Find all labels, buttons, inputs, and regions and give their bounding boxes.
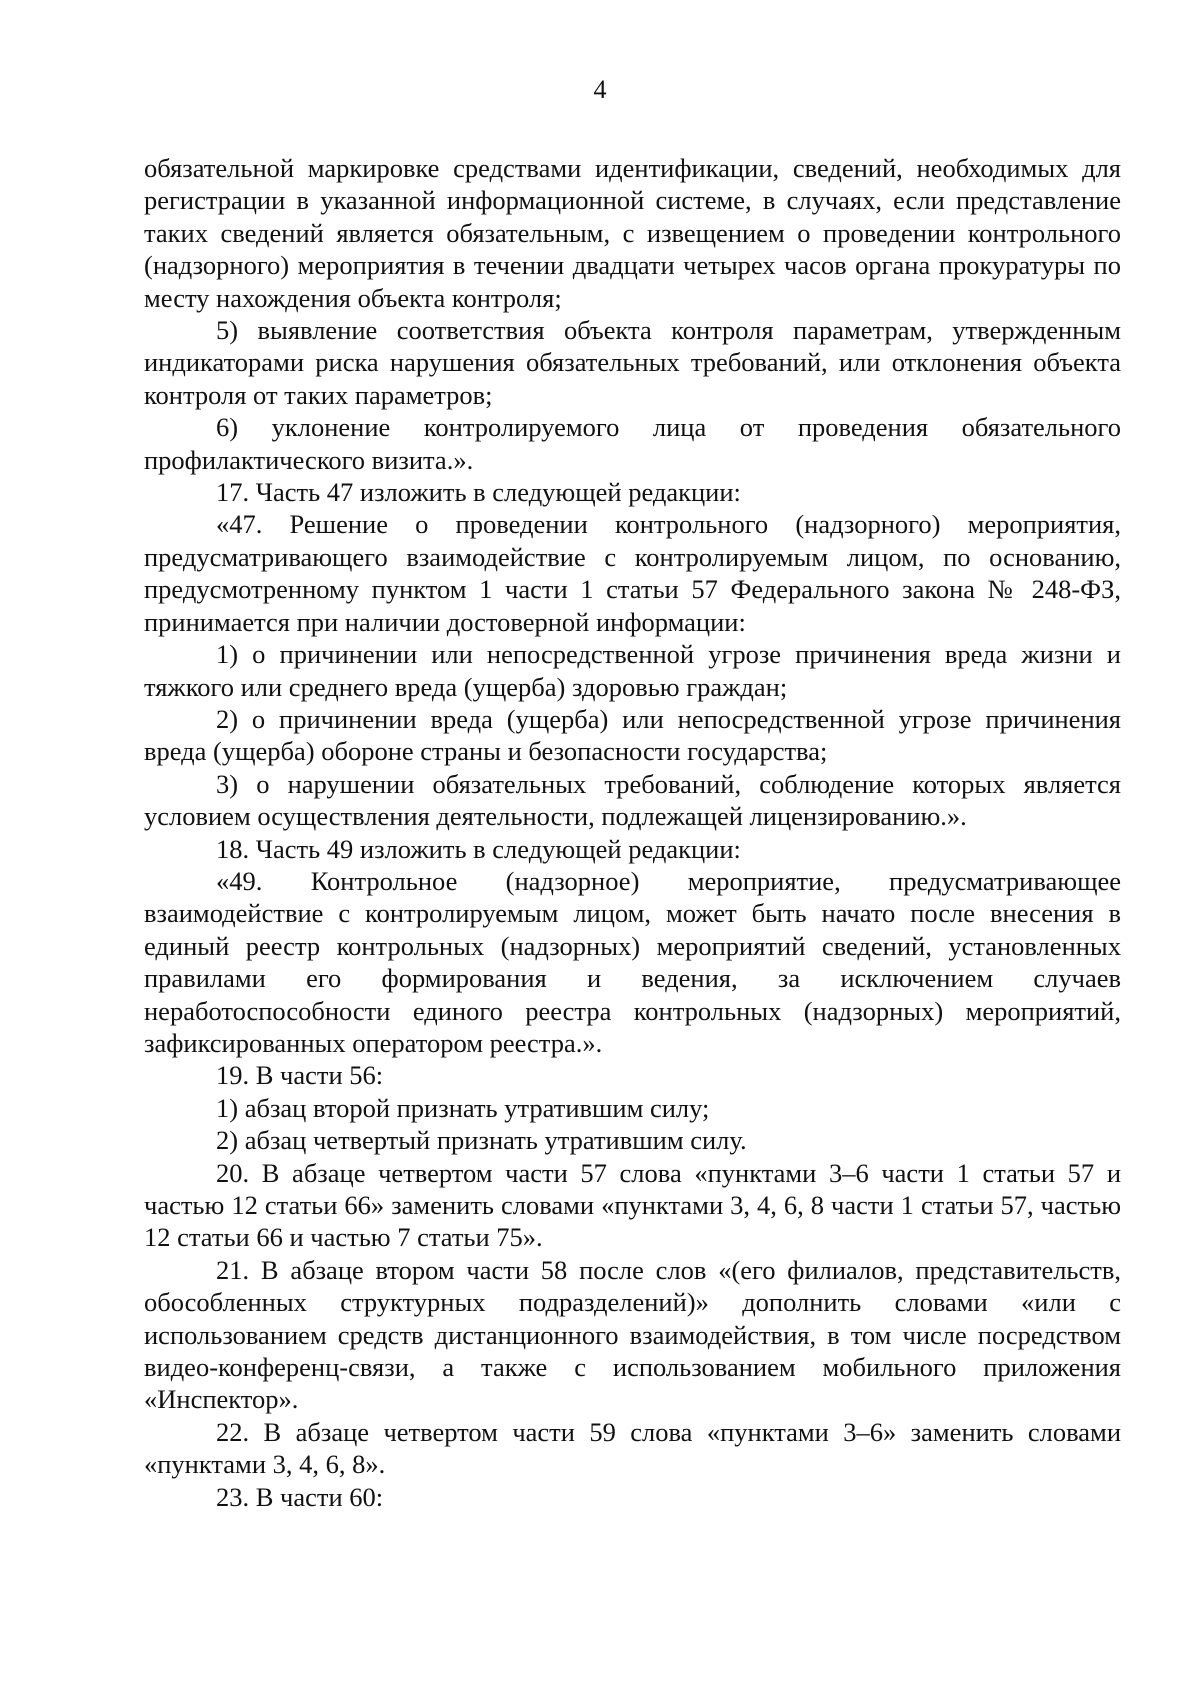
paragraph: 2) о причинении вреда (ущерба) или непосредственной угрозе причинения вреда (ущерба) обороне страны и безопасности государства; [144,703,1121,767]
paragraph: 23. В части 60: [216,1481,384,1512]
paragraph: 17. Часть 47 изложить в следующей редакции: [216,477,741,508]
paragraph: обязательной маркировке средствами идентификации, сведений, необходимых для регистрации в указанной информационной системе, в случаях, если представление таких сведений является обязательным, с извещением о проведении контрольного (надзорного) мероприятия в течении двадцати четырех часов органа прокуратуры по месту нахождения объекта контроля; [144,153,1121,313]
page-number: 4 [593,75,607,104]
paragraph: 6) уклонение контролируемого лица от проведения обязательного профилактического визита.». [144,412,1121,475]
paragraph: 2) абзац четвертый признать утратившим силу. [216,1125,747,1156]
paragraph: 18. Часть 49 изложить в следующей редакции: [216,833,741,864]
paragraph: 22. В абзаце четвертом части 59 слова «пунктами 3–6» заменить словами «пунктами 3, 4, 6, 8». [144,1416,1121,1480]
paragraph: «47. Решение о проведении контрольного (надзорного) мероприятия, предусматривающего взаимодействие с контролируемым лицом, по основанию, предусмотренному пунктом 1 части 1 статьи 57 Федерального закона № 248-ФЗ, принимается при наличии достоверной информации: [144,509,1121,637]
paragraph: «49. Контрольное (надзорное) мероприятие, предусматривающее взаимодействие с контролируемым лицом, может быть начато после внесения в единый реестр контрольных (надзорных) мероприятий сведений, установленных правилами его формирования и ведения, за исключением случаев неработоспособности единого реестра контрольных (надзорных) мероприятий, зафиксированных оператором реестра.». [144,865,1121,1058]
paragraph: 5) выявление соответствия объекта контроля параметрам, утвержденным индикаторами риска нарушения обязательных требований, или отклонения объекта контроля от таких параметров; [144,315,1121,410]
document-body [144,152,1121,1513]
paragraph: 3) о нарушении обязательных требований, соблюдение которых является условием осуществления деятельности, подлежащей лицензированию.». [144,768,1121,832]
paragraph: 1) абзац второй признать утратившим силу; [216,1092,710,1123]
paragraph: 1) о причинении или непосредственной угрозе причинения вреда жизни и тяжкого или среднего вреда (ущерба) здоровью граждан; [144,639,1121,702]
paragraph: 19. В части 56: [216,1060,384,1091]
paragraph: 20. В абзаце четвертом части 57 слова «пунктами 3–6 части 1 статьи 57 и частью 12 статьи 66» заменить словами «пунктами 3, 4, 6, 8 части 1 статьи 57, частью 12 статьи 66 и частью 7 статьи 75». [144,1157,1121,1253]
paragraph: 21. В абзаце втором части 58 после слов «(его филиалов, представительств, обособленных структурных подразделений)» дополнить словами «или с использованием средств дистанционного взаимодействия, в том числе посредством видео-конференц-связи, а также с использованием мобильного приложения «Инспектор». [144,1254,1121,1415]
